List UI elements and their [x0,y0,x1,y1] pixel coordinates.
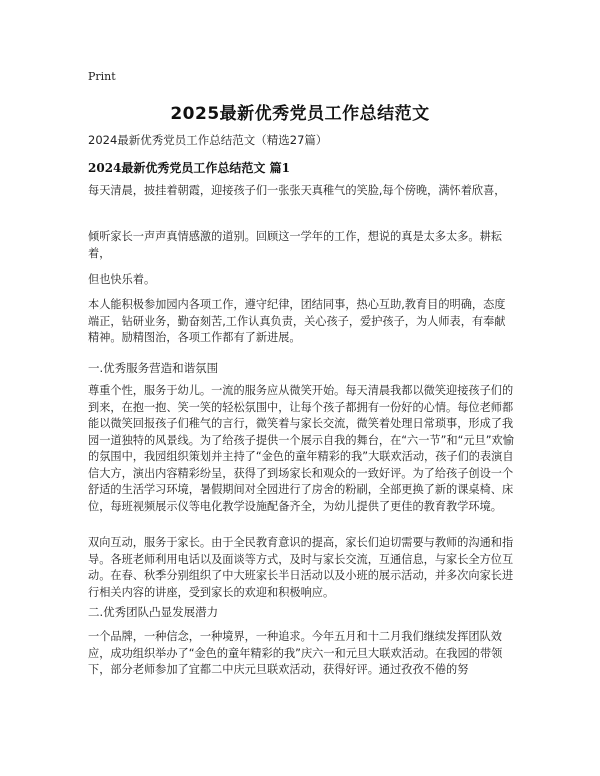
paragraph: 双向互动，服务于家长。由于全民教育意识的提高，家长们迫切需要与教师的沟通和指导。各班老师利用电话以及面谈等方式，及时与家长交流，互通信息，与家长全方位互动。在春、秋季分别组织了中大班家长半日活动以及小班的展示活动，并多次向家长进行相关内容的讲座，受到家长的欢迎和积极响应。 [88,536,514,599]
paragraph: 每天清晨，披挂着朝霞，迎接孩子们一张张天真稚气的笑脸,每个傍晚，满怀着欣喜， [88,184,506,197]
paragraph: 尊重个性，服务于幼儿。一流的服务应从微笑开始。每天清晨我都以微笑迎接孩子们的到来，在抱一抱、笑一笑的轻松氛围中，让每个孩子都拥有一份好的心情。每位老师都能以微笑回报孩子们稚气的言行，微笑着与家长交流，微笑着处理日常琐事，形成了我园一道独特的风景线。为了给孩子提供一个展示自我的舞台，在“六一节”和“元旦”欢愉的氛围中，我园组织策划并主持了“金色的童年精彩的我”大联欢活动，孩子们的表演自信大方，演出内容精彩纷呈，获得了到场家长和观众的一致好评。为了给孩子创设一个舒适的生活学习环境，暑假期间对全园进行了房舍的粉刷，全部更换了新的课桌椅、床位，每班视频展示仪等电化教学设施配备齐全，为幼儿提供了更佳的教育教学环境。 [88,384,514,513]
paragraph: 倾听家长一声声真情感激的道别。回顾这一学年的工作，想说的真是太多太多。耕耘着， [88,230,502,260]
print-link[interactable]: Print [88,70,116,83]
paragraph: 一个品牌，一种信念，一种境界，一种追求。今年五月和十二月我们继续发挥团队效应，成功组织举办了“金色的童年精彩的我”庆六一和元旦大联欢活动。在我园的带领下，部分老师参加了宜都二中庆元旦联欢活动，获得好评。通过孜孜不倦的努 [88,630,503,676]
paragraph: 本人能积极参加园内各项工作，遵守纪律，团结同事，热心互助,教育目的明确，态度端正，钻研业务，勤奋刻苦,工作认真负责，关心孩子，爱护孩子，为人师表，有奉献精神。励精图治，各项工作都有了新进展。 [88,298,506,344]
section-title: 2024最新优秀党员工作总结范文 篇1 [88,161,290,175]
section-heading: 二.优秀团队凸显发展潜力 [88,605,219,619]
document-subtitle: 2024最新优秀党员工作总结范文（精选27篇） [88,133,328,147]
paragraph: 但也快乐着。 [88,273,156,286]
document-title: 2025最新优秀党员工作总结范文 [170,104,430,124]
section-heading: 一.优秀服务营造和谐氛围 [88,361,219,375]
